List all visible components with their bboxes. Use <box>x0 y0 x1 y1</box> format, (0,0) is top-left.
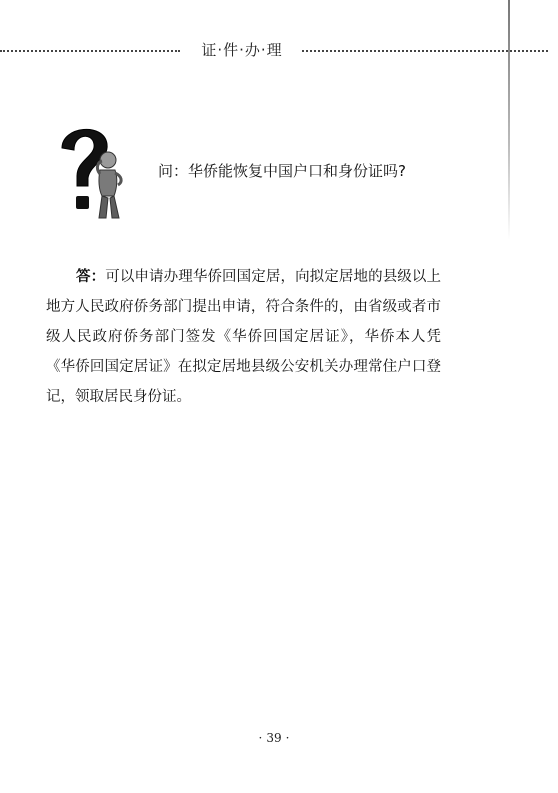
question-mark-figure-icon <box>52 118 134 224</box>
question-text: 问：华侨能恢复中国户口和身份证吗? <box>158 162 406 180</box>
page-number-value: 39 <box>266 731 282 745</box>
header-dotted-rule-left <box>0 50 180 52</box>
section-title: 证·件·办·理 <box>201 41 283 59</box>
answer-label: 答： <box>76 268 106 285</box>
answer-body: 可以申请办理华侨回国定居，向拟定居地的县级以上地方人民政府侨务部门提出申请，符合条件的，由省级或者市级人民政府侨务部门签发《华侨回国定居证》，华侨本人凭《华侨回国定居证》在拟定居地县级公安机关办理常住户口登记，领取居民身份证。 <box>46 269 442 405</box>
header-dotted-rule-right <box>302 50 548 52</box>
answer-paragraph <box>46 262 441 412</box>
scan-edge-shadow <box>508 0 510 240</box>
page-number: · 39 · <box>258 731 290 745</box>
running-header <box>0 40 548 60</box>
